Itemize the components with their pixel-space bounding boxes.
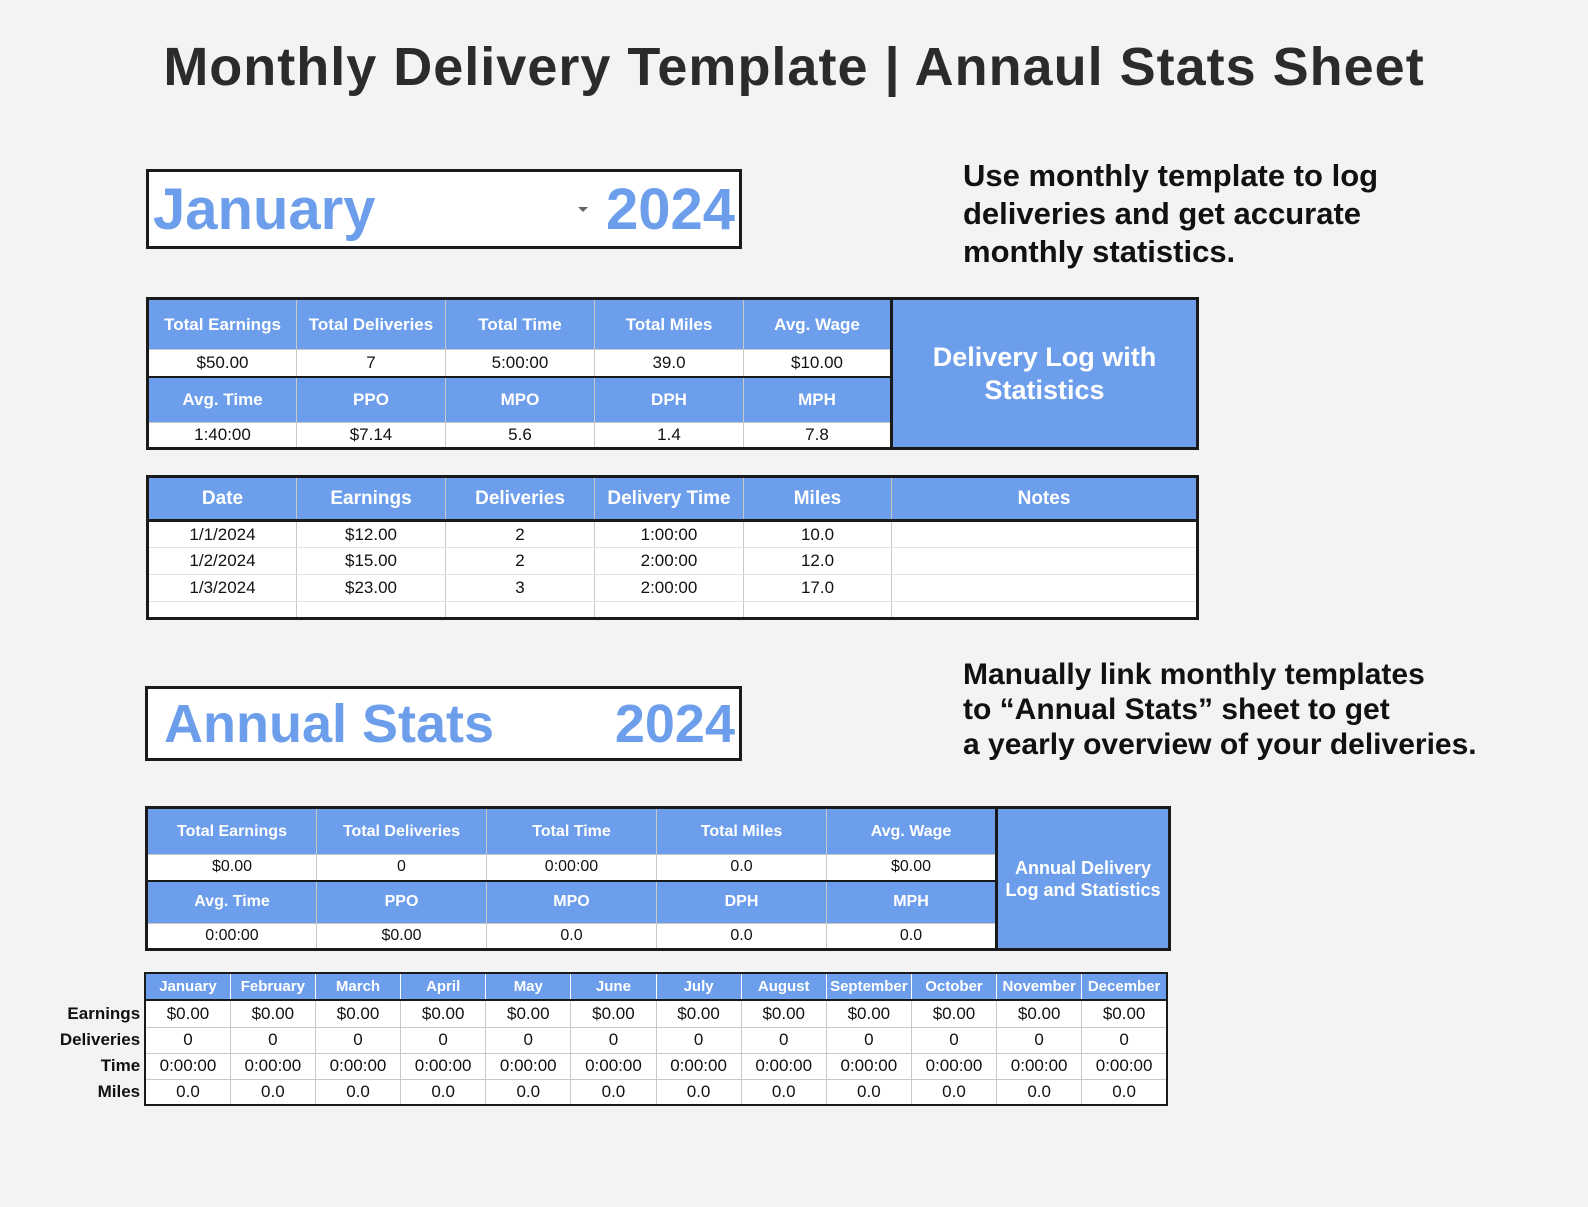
row-label-deliveries: Deliveries	[58, 1027, 145, 1053]
stat-value[interactable]: 0.0	[657, 855, 827, 881]
delivery-log-table	[146, 475, 1199, 620]
month-cell[interactable]: 0:00:00	[315, 1053, 400, 1079]
annual-months-table	[58, 972, 1168, 1106]
stat-header: DPH	[595, 377, 744, 423]
month-cell[interactable]: 0	[1082, 1027, 1167, 1053]
month-header: October	[911, 973, 996, 1000]
month-cell[interactable]: $0.00	[997, 1000, 1082, 1027]
log-cell[interactable]: 1/2/2024	[148, 548, 297, 575]
month-cell[interactable]: 0:00:00	[911, 1053, 996, 1079]
monthly-side-label: Delivery Log with Statistics	[892, 299, 1198, 449]
month-cell[interactable]: 0:00:00	[486, 1053, 571, 1079]
stat-header: MPH	[827, 881, 997, 924]
month-cell[interactable]: 0:00:00	[997, 1053, 1082, 1079]
log-cell[interactable]: 1:00:00	[595, 521, 744, 548]
monthly-note-line: deliveries and get accurate	[963, 196, 1362, 231]
stat-header: PPO	[317, 881, 487, 924]
table-row	[58, 1053, 1167, 1079]
log-cell[interactable]	[892, 602, 1198, 619]
month-cell[interactable]: 0	[230, 1027, 315, 1053]
month-cell[interactable]: 0.0	[997, 1079, 1082, 1105]
month-header: January	[145, 973, 230, 1000]
stat-value[interactable]: 0	[317, 855, 487, 881]
stat-header: MPH	[744, 377, 892, 423]
log-cell[interactable]: $23.00	[297, 575, 446, 602]
month-cell[interactable]: 0.0	[571, 1079, 656, 1105]
log-cell[interactable]	[744, 602, 892, 619]
stat-value[interactable]: 5:00:00	[446, 350, 595, 377]
table-row	[58, 1000, 1167, 1027]
log-cell[interactable]: 17.0	[744, 575, 892, 602]
row-label-time: Time	[58, 1053, 145, 1079]
annual-side-label: Annual Delivery Log and Statistics	[997, 808, 1170, 950]
monthly-note-line: Use monthly template to log	[963, 158, 1379, 193]
stat-value[interactable]: 0.0	[827, 924, 997, 950]
stat-header: Avg. Wage	[744, 299, 892, 350]
month-header: February	[230, 973, 315, 1000]
log-header-earnings: Earnings	[297, 477, 446, 521]
log-header-deliveries: Deliveries	[446, 477, 595, 521]
month-year: 2024	[605, 177, 735, 242]
month-cell[interactable]: 0	[826, 1027, 911, 1053]
caret-down-icon[interactable]	[578, 207, 588, 212]
month-cell[interactable]: 0:00:00	[656, 1053, 741, 1079]
month-cell[interactable]: 0.0	[826, 1079, 911, 1105]
stat-value[interactable]: 0:00:00	[487, 855, 657, 881]
stat-header: Total Miles	[657, 808, 827, 855]
stat-value[interactable]: $0.00	[147, 855, 317, 881]
month-header: November	[997, 973, 1082, 1000]
month-cell[interactable]: $0.00	[230, 1000, 315, 1027]
stat-value[interactable]: 7.8	[744, 423, 892, 449]
month-cell[interactable]: $0.00	[315, 1000, 400, 1027]
annual-year: 2024	[614, 694, 735, 754]
month-cell[interactable]: $0.00	[911, 1000, 996, 1027]
monthly-note-line: monthly statistics.	[963, 234, 1236, 269]
table-row	[148, 548, 1198, 575]
log-cell[interactable]: $12.00	[297, 521, 446, 548]
stat-value[interactable]: 0:00:00	[147, 924, 317, 950]
annual-note-line: Manually link monthly templates	[963, 658, 1425, 691]
month-cell[interactable]: 0.0	[230, 1079, 315, 1105]
month-cell[interactable]: 0.0	[145, 1079, 230, 1105]
month-cell[interactable]: 0.0	[486, 1079, 571, 1105]
corner-cell	[58, 973, 145, 1000]
log-cell[interactable]	[892, 521, 1198, 548]
month-cell[interactable]: $0.00	[571, 1000, 656, 1027]
month-cell[interactable]: 0	[486, 1027, 571, 1053]
log-cell[interactable]	[148, 602, 297, 619]
month-cell[interactable]: 0:00:00	[826, 1053, 911, 1079]
stat-header: PPO	[297, 377, 446, 423]
log-cell[interactable]	[595, 602, 744, 619]
month-cell[interactable]: 0.0	[315, 1079, 400, 1105]
log-cell[interactable]: 2:00:00	[595, 548, 744, 575]
month-cell[interactable]: 0.0	[911, 1079, 996, 1105]
stat-value[interactable]: $0.00	[317, 924, 487, 950]
stat-value[interactable]: $0.00	[827, 855, 997, 881]
table-row	[58, 1027, 1167, 1053]
stat-value[interactable]: 7	[297, 350, 446, 377]
log-header-miles: Miles	[744, 477, 892, 521]
table-row	[58, 1079, 1167, 1105]
month-header: June	[571, 973, 656, 1000]
log-cell[interactable]: 2:00:00	[595, 575, 744, 602]
month-header: December	[1082, 973, 1167, 1000]
annual-note-line: a yearly overview of your deliveries.	[963, 728, 1477, 761]
month-cell[interactable]: $0.00	[741, 1000, 826, 1027]
log-cell[interactable]: 3	[446, 575, 595, 602]
month-cell[interactable]: 0:00:00	[741, 1053, 826, 1079]
log-cell[interactable]: 2	[446, 521, 595, 548]
stat-header: Total Time	[446, 299, 595, 350]
annual-title: Annual Stats	[164, 694, 495, 754]
stat-value[interactable]: 5.6	[446, 423, 595, 449]
log-header-notes: Notes	[892, 477, 1198, 521]
monthly-stats-table	[146, 297, 1199, 450]
month-selector[interactable]	[146, 169, 742, 249]
month-cell[interactable]: 0	[997, 1027, 1082, 1053]
stat-value[interactable]: 39.0	[595, 350, 744, 377]
row-label-earnings: Earnings	[58, 1000, 145, 1027]
table-row	[148, 521, 1198, 548]
stat-header: Avg. Wage	[827, 808, 997, 855]
stat-header: Total Deliveries	[317, 808, 487, 855]
stat-value[interactable]: 1.4	[595, 423, 744, 449]
month-cell[interactable]: 0:00:00	[230, 1053, 315, 1079]
month-header: March	[315, 973, 400, 1000]
monthly-note	[963, 157, 1563, 271]
stat-value[interactable]: 0.0	[657, 924, 827, 950]
stat-value[interactable]: $50.00	[148, 350, 297, 377]
month-cell[interactable]: $0.00	[401, 1000, 486, 1027]
month-cell[interactable]: $0.00	[826, 1000, 911, 1027]
table-row	[148, 602, 1198, 619]
stat-header: Total Time	[487, 808, 657, 855]
log-cell[interactable]: 1/1/2024	[148, 521, 297, 548]
stat-header: Total Earnings	[147, 808, 317, 855]
month-header: May	[486, 973, 571, 1000]
month-cell[interactable]: 0	[741, 1027, 826, 1053]
log-header-date: Date	[148, 477, 297, 521]
month-cell[interactable]: 0	[401, 1027, 486, 1053]
stat-value[interactable]: 0.0	[487, 924, 657, 950]
stat-header: Total Miles	[595, 299, 744, 350]
month-cell[interactable]: 0	[656, 1027, 741, 1053]
stat-header: Total Earnings	[148, 299, 297, 350]
month-cell[interactable]: 0:00:00	[401, 1053, 486, 1079]
month-cell[interactable]: 0	[911, 1027, 996, 1053]
month-cell[interactable]: 0	[315, 1027, 400, 1053]
log-cell[interactable]	[446, 602, 595, 619]
stat-value[interactable]: $7.14	[297, 423, 446, 449]
annual-header	[145, 686, 742, 761]
log-cell[interactable]: 12.0	[744, 548, 892, 575]
row-label-miles: Miles	[58, 1079, 145, 1105]
log-cell[interactable]: 10.0	[744, 521, 892, 548]
month-header: September	[826, 973, 911, 1000]
month-cell[interactable]: 0.0	[656, 1079, 741, 1105]
month-header: April	[401, 973, 486, 1000]
month-cell[interactable]: $0.00	[145, 1000, 230, 1027]
annual-stats-table	[145, 806, 1171, 951]
stat-header: Avg. Time	[148, 377, 297, 423]
page-title: Monthly Delivery Template | Annaul Stats Sheet	[163, 37, 1425, 97]
annual-note-line: to “Annual Stats” sheet to get	[963, 693, 1390, 726]
stat-value[interactable]: $10.00	[744, 350, 892, 377]
log-cell[interactable]: 1/3/2024	[148, 575, 297, 602]
month-cell[interactable]: 0.0	[401, 1079, 486, 1105]
stat-header: Total Deliveries	[297, 299, 446, 350]
month-header: July	[656, 973, 741, 1000]
log-cell[interactable]: 2	[446, 548, 595, 575]
log-cell[interactable]: $15.00	[297, 548, 446, 575]
table-row	[148, 575, 1198, 602]
month-cell[interactable]: 0:00:00	[1082, 1053, 1167, 1079]
month-cell[interactable]: $0.00	[486, 1000, 571, 1027]
log-header-delivery-time: Delivery Time	[595, 477, 744, 521]
log-cell[interactable]	[297, 602, 446, 619]
month-cell[interactable]: $0.00	[1082, 1000, 1167, 1027]
month-cell[interactable]: 0.0	[741, 1079, 826, 1105]
month-name[interactable]: January	[153, 177, 376, 242]
stat-header: MPO	[487, 881, 657, 924]
month-cell[interactable]: 0:00:00	[145, 1053, 230, 1079]
stat-value[interactable]: 1:40:00	[148, 423, 297, 449]
month-cell[interactable]: 0:00:00	[571, 1053, 656, 1079]
month-cell[interactable]: 0	[571, 1027, 656, 1053]
month-cell[interactable]: 0.0	[1082, 1079, 1167, 1105]
log-cell[interactable]	[892, 548, 1198, 575]
annual-note	[963, 657, 1573, 762]
month-cell[interactable]: 0	[145, 1027, 230, 1053]
month-cell[interactable]: $0.00	[656, 1000, 741, 1027]
stat-header: DPH	[657, 881, 827, 924]
month-header: August	[741, 973, 826, 1000]
log-cell[interactable]	[892, 575, 1198, 602]
stat-header: MPO	[446, 377, 595, 423]
stat-header: Avg. Time	[147, 881, 317, 924]
